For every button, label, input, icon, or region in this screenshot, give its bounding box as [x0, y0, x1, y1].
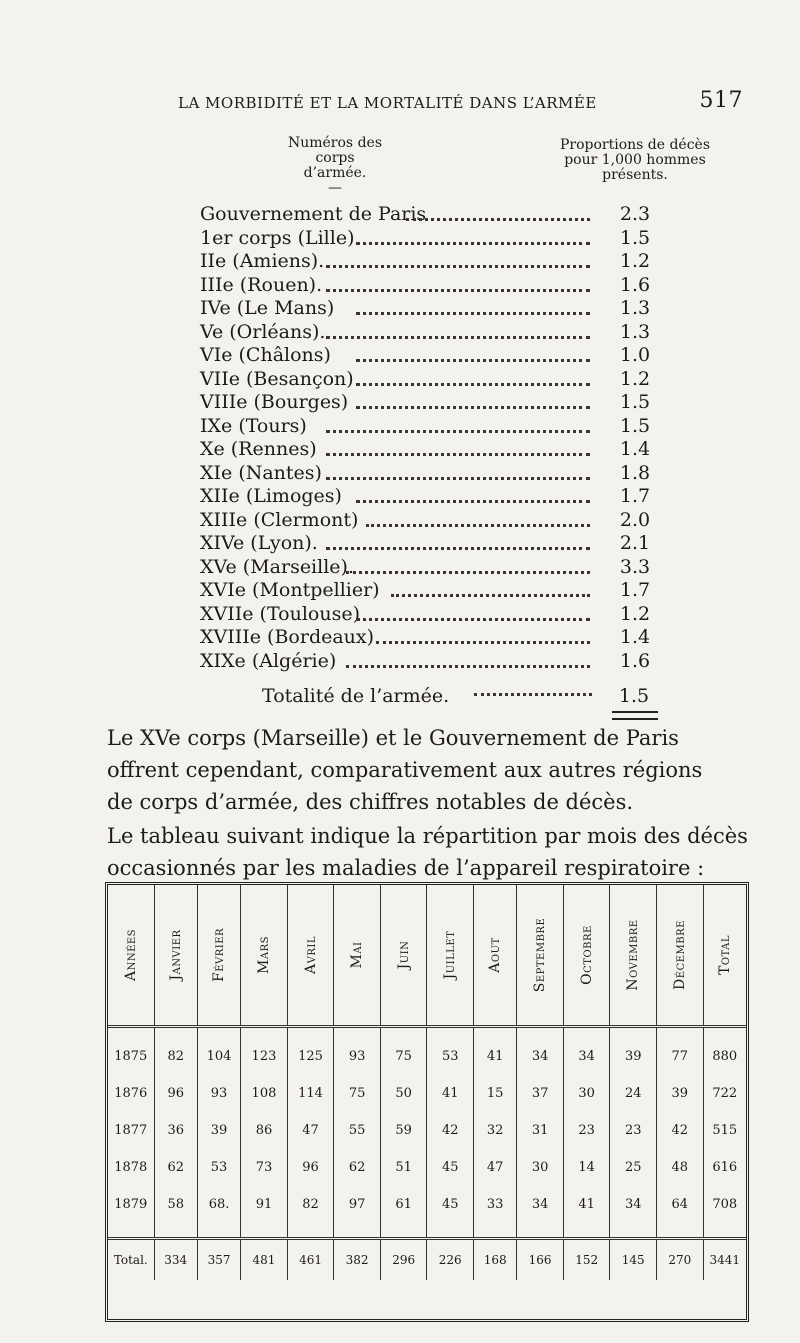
table-cell: 23 — [563, 1112, 610, 1149]
column-header-label: Juillet — [442, 930, 459, 980]
column-header-proportions-line: pour 1,000 hommes — [564, 152, 706, 168]
table-cell: 93 — [197, 1075, 240, 1112]
table-cell: 55 — [334, 1112, 381, 1149]
double-underline — [612, 711, 658, 720]
table-cell: 62 — [154, 1149, 197, 1186]
table-cell: 25 — [610, 1149, 657, 1186]
table-cell: 34 — [610, 1186, 657, 1223]
corps-name: XVIIIe (Bordeaux) — [200, 626, 375, 648]
corps-name: VIe (Châlons) — [200, 344, 331, 366]
death-proportion: 2.1 — [619, 532, 651, 554]
death-proportion: 1.5 — [619, 391, 651, 413]
proportion-row — [200, 509, 660, 533]
divider-cell — [427, 1223, 474, 1239]
divider-cell — [334, 1223, 381, 1239]
death-proportion: 1.4 — [619, 626, 651, 648]
corps-name: VIIIe (Bourges) — [200, 391, 349, 413]
paragraph-line: occasionnés par les maladies de l’appareil respiratoire : — [107, 856, 705, 880]
page-number: 517 — [699, 88, 743, 113]
table-cell: 93 — [334, 1027, 381, 1076]
leader-dots — [356, 304, 590, 315]
paragraph-marseille — [107, 722, 747, 818]
total-cell: 382 — [334, 1239, 381, 1281]
death-proportion: 2.0 — [619, 508, 651, 531]
divider-cell — [517, 1223, 564, 1239]
table-cell: 39 — [657, 1075, 704, 1112]
column-header — [657, 885, 704, 1027]
proportion-row — [200, 603, 660, 627]
paragraph-table-intro — [107, 820, 747, 884]
corps-name: Xe (Rennes) — [200, 438, 317, 460]
total-cell: 334 — [154, 1239, 197, 1281]
column-header-label: Avril — [302, 936, 319, 974]
proportion-list — [200, 203, 660, 673]
corps-name: XIIIe (Clermont) — [200, 508, 359, 531]
leader-dots — [346, 657, 590, 668]
proportion-row — [200, 415, 660, 439]
table-cell: 31 — [517, 1112, 564, 1149]
leader-dots — [356, 351, 590, 362]
army-total-value: 1.5 — [618, 685, 650, 707]
table-cell: 15 — [474, 1075, 517, 1112]
table-cell: 58 — [154, 1186, 197, 1223]
leader-dots — [326, 469, 590, 480]
proportion-row — [200, 626, 660, 650]
table-cell: 42 — [427, 1112, 474, 1149]
total-cell: 296 — [380, 1239, 427, 1281]
leader-dots — [356, 234, 590, 245]
leader-dots — [366, 516, 590, 527]
table-cell: 30 — [517, 1149, 564, 1186]
table-cell: 34 — [563, 1027, 610, 1076]
total-cell: 461 — [287, 1239, 334, 1281]
divider-cell — [154, 1223, 197, 1239]
table-cell: 47 — [287, 1112, 334, 1149]
table-row — [108, 1149, 746, 1186]
table-cell: 47 — [474, 1149, 517, 1186]
death-proportion: 1.3 — [619, 297, 651, 319]
column-header — [703, 885, 746, 1027]
column-header — [380, 885, 427, 1027]
column-header-corps-line: d’armée. — [303, 165, 367, 181]
table-cell: 708 — [712, 1197, 738, 1212]
table-cell: 48 — [657, 1149, 704, 1186]
table-cell: 33 — [474, 1186, 517, 1223]
table-cell: 1878 — [108, 1149, 154, 1186]
proportion-row — [200, 368, 660, 392]
table-cell: 34 — [517, 1186, 564, 1223]
table-cell: 51 — [380, 1149, 427, 1186]
death-proportion: 1.7 — [619, 579, 651, 601]
table-cell: 50 — [380, 1075, 427, 1112]
leader-dots — [406, 210, 590, 221]
table-cell: 39 — [610, 1027, 657, 1076]
table-cell: 30 — [563, 1075, 610, 1112]
proportion-row — [200, 227, 660, 251]
death-proportion: 2.3 — [619, 203, 651, 225]
table-cell: 59 — [380, 1112, 427, 1149]
column-header-label: Janvier — [167, 929, 184, 981]
column-header — [287, 885, 334, 1027]
death-proportion: 1.6 — [619, 649, 651, 672]
proportion-row — [200, 485, 660, 509]
table-cell: 24 — [610, 1075, 657, 1112]
total-cell: 152 — [563, 1239, 610, 1281]
leader-dots — [326, 422, 590, 433]
column-header — [241, 885, 288, 1027]
corps-name: IIIe (Rouen). — [200, 273, 323, 296]
table-cell: 91 — [241, 1186, 288, 1223]
table-cell: 41 — [427, 1075, 474, 1112]
table-row — [108, 1112, 746, 1149]
total-cell: 226 — [427, 1239, 474, 1281]
leader-dots — [356, 375, 590, 386]
proportion-row — [200, 274, 660, 298]
table-cell: 125 — [287, 1027, 334, 1076]
table-cell: 36 — [154, 1112, 197, 1149]
leader-dots — [326, 257, 590, 268]
table-cell: 34 — [517, 1027, 564, 1076]
divider-cell — [241, 1223, 288, 1239]
army-total-row — [262, 685, 660, 715]
leader-dots — [474, 693, 592, 696]
proportion-row — [200, 344, 660, 368]
death-proportion: 1.5 — [619, 226, 651, 249]
divider-cell — [380, 1223, 427, 1239]
death-proportion: 1.6 — [619, 273, 651, 296]
table-cell: 1875 — [108, 1027, 154, 1076]
table-cell: 1879 — [108, 1186, 154, 1223]
total-cell: 168 — [474, 1239, 517, 1281]
table-cell: 73 — [241, 1149, 288, 1186]
proportion-row — [200, 462, 660, 486]
total-cell: 270 — [657, 1239, 704, 1281]
leader-dots — [376, 633, 590, 644]
column-header — [334, 885, 381, 1027]
table-cell: 23 — [610, 1112, 657, 1149]
paragraph-line: offrent cependant, comparativement aux autres régions — [107, 758, 703, 782]
table-cell: 82 — [287, 1186, 334, 1223]
corps-name: VIIe (Besançon) — [200, 367, 354, 390]
corps-name: Gouvernement de Paris — [200, 203, 427, 225]
leader-dots — [326, 328, 590, 339]
proportion-row — [200, 579, 660, 603]
corps-name: 1er corps (Lille) — [200, 226, 355, 249]
column-header-label: Total — [716, 934, 733, 976]
column-header-label: Octobre — [578, 925, 595, 985]
leader-dots — [326, 281, 590, 292]
column-header-label: Années — [122, 928, 139, 982]
death-proportion: 1.5 — [619, 414, 651, 437]
corps-name: XVIIe (Toulouse) — [200, 602, 360, 625]
death-proportion: 1.3 — [619, 320, 651, 343]
table-cell: 515 — [712, 1123, 738, 1138]
table-cell: 61 — [380, 1186, 427, 1223]
table-cell: 41 — [474, 1027, 517, 1076]
proportion-row — [200, 321, 660, 345]
divider-cell — [287, 1223, 334, 1239]
table-cell: 123 — [241, 1027, 288, 1076]
paragraph-line: Le XVe corps (Marseille) et le Gouvernement de Paris — [107, 726, 679, 750]
table-cell: 108 — [241, 1075, 288, 1112]
proportion-row — [200, 297, 660, 321]
column-header-corps — [270, 136, 400, 196]
proportion-row — [200, 556, 660, 580]
divider-cell — [703, 1223, 746, 1239]
column-header — [610, 885, 657, 1027]
column-header-corps-line: Numéros des — [287, 135, 382, 151]
corps-name: XIIe (Limoges) — [200, 485, 342, 507]
table-cell: 1876 — [108, 1075, 154, 1112]
column-header-label: Février — [211, 927, 228, 983]
table-cell: 114 — [287, 1075, 334, 1112]
corps-name: XIe (Nantes) — [200, 461, 322, 484]
death-proportion: 1.4 — [619, 438, 651, 460]
proportion-row — [200, 650, 660, 674]
proportion-row — [200, 250, 660, 274]
column-header-proportions-line: présents. — [602, 167, 668, 183]
leader-dots — [346, 563, 590, 574]
total-cell: 481 — [241, 1239, 288, 1281]
column-header-label: Décembre — [671, 920, 688, 990]
table-cell: 64 — [657, 1186, 704, 1223]
leader-dots — [356, 492, 590, 503]
proportion-row — [200, 438, 660, 462]
column-header-label: Mai — [349, 941, 366, 969]
table-cell: 41 — [563, 1186, 610, 1223]
column-header — [427, 885, 474, 1027]
leader-dots — [326, 445, 590, 456]
table-cell: 75 — [380, 1027, 427, 1076]
paragraph-line: de corps d’armée, des chiffres notables de décès. — [107, 790, 634, 814]
running-head — [178, 88, 743, 116]
corps-name: XVe (Marseille). — [200, 555, 354, 578]
table-cell: 45 — [427, 1186, 474, 1223]
column-header-corps-line: corps — [315, 150, 355, 166]
death-proportion: 1.2 — [619, 250, 651, 272]
table-header-row — [108, 885, 746, 1027]
leader-dots — [356, 398, 590, 409]
table-cell: 77 — [657, 1027, 704, 1076]
column-header-label: Novembre — [625, 919, 642, 991]
army-total-label: Totalité de l’armée. — [262, 685, 450, 707]
column-header — [197, 885, 240, 1027]
table-cell: 42 — [657, 1112, 704, 1149]
total-cell: 166 — [517, 1239, 564, 1281]
table-cell: 1877 — [108, 1112, 154, 1149]
running-title: LA MORBIDITÉ ET LA MORTALITÉ DANS L’ARMÉE — [178, 94, 597, 112]
column-header-dash: — — [328, 180, 342, 196]
proportion-row — [200, 532, 660, 556]
column-header-proportions-line: Proportions de décès — [559, 137, 711, 153]
proportion-row — [200, 391, 660, 415]
death-proportion: 1.8 — [619, 461, 651, 484]
proportion-row — [200, 203, 660, 227]
table-cell: 722 — [712, 1086, 738, 1101]
divider-cell — [108, 1223, 154, 1239]
table-row — [108, 1186, 746, 1223]
table-cell: 32 — [474, 1112, 517, 1149]
table-cell: 616 — [712, 1160, 738, 1175]
death-proportion: 1.0 — [619, 344, 651, 366]
divider-cell — [563, 1223, 610, 1239]
table-row — [108, 1075, 746, 1112]
divider-cell — [610, 1223, 657, 1239]
corps-name: IIe (Amiens). — [200, 250, 325, 272]
table-cell: 45 — [427, 1149, 474, 1186]
total-cell: 145 — [610, 1239, 657, 1281]
table-cell: 68. — [197, 1186, 240, 1223]
death-proportion: 1.2 — [619, 367, 651, 390]
corps-name: Ve (Orléans). — [200, 320, 326, 343]
table-total-row — [108, 1239, 746, 1281]
divider-cell — [197, 1223, 240, 1239]
death-proportion: 1.2 — [619, 602, 651, 625]
table-cell: 39 — [197, 1112, 240, 1149]
table-cell: 62 — [334, 1149, 381, 1186]
table-cell: 53 — [427, 1027, 474, 1076]
leader-dots — [356, 610, 590, 621]
divider-cell — [474, 1223, 517, 1239]
corps-name: IXe (Tours) — [200, 414, 307, 437]
divider-cell — [657, 1223, 704, 1239]
column-header — [563, 885, 610, 1027]
column-header-label: Mars — [255, 936, 272, 974]
column-header-label: Septembre — [532, 917, 549, 993]
table-cell: 53 — [197, 1149, 240, 1186]
table-row — [108, 1027, 746, 1076]
column-header — [108, 885, 154, 1027]
table-cell: 14 — [563, 1149, 610, 1186]
column-header-label: Aout — [487, 937, 504, 973]
table-cell: 97 — [334, 1186, 381, 1223]
column-header-proportions — [540, 138, 730, 183]
column-header — [474, 885, 517, 1027]
table-cell: 104 — [197, 1027, 240, 1076]
total-cell: 357 — [197, 1239, 240, 1281]
corps-name: XVIe (Montpellier) — [200, 579, 380, 601]
total-cell: Total. — [108, 1239, 154, 1281]
table-cell: 96 — [154, 1075, 197, 1112]
column-header — [154, 885, 197, 1027]
corps-name: XIXe (Algérie) — [200, 649, 337, 672]
leader-dots — [391, 586, 590, 597]
table-cell: 37 — [517, 1075, 564, 1112]
column-header-label: Juin — [395, 940, 412, 970]
paragraph-line: Le tableau suivant indique la répartition par mois des décès — [107, 824, 748, 848]
table-cell: 86 — [241, 1112, 288, 1149]
table-cell: 75 — [334, 1075, 381, 1112]
table-cell: 96 — [287, 1149, 334, 1186]
death-proportion: 3.3 — [619, 555, 651, 578]
monthly-deaths-table — [105, 882, 749, 1322]
total-cell: 3441 — [709, 1253, 741, 1267]
column-header — [517, 885, 564, 1027]
corps-name: IVe (Le Mans) — [200, 297, 335, 319]
death-proportion: 1.7 — [619, 485, 651, 507]
leader-dots — [326, 539, 590, 550]
table-cell: 880 — [712, 1049, 738, 1064]
corps-name: XIVe (Lyon). — [200, 532, 318, 554]
table-cell: 82 — [154, 1027, 197, 1076]
table-divider — [108, 1223, 746, 1239]
